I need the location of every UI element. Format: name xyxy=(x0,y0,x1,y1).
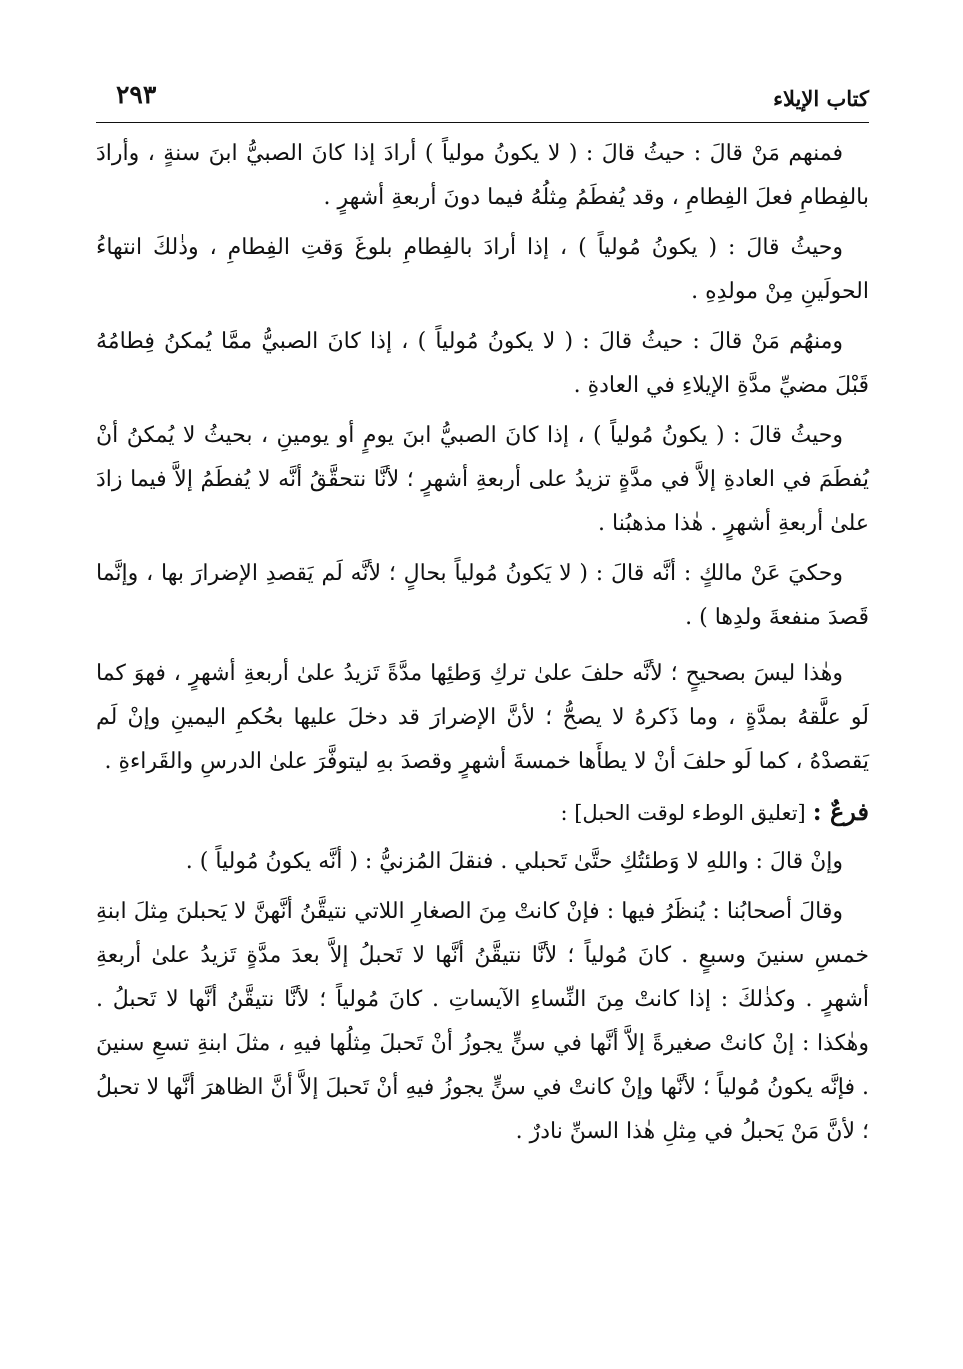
section-title: [تعليق الوطء لوقت الحبل] : xyxy=(560,801,806,825)
page-number: ٢٩٣ xyxy=(116,80,157,109)
section-heading xyxy=(96,790,869,836)
paragraph: وحكيَ عَنْ مالكٍ : أنَّه قالَ : ( لا يَكونُ مُولياً بحالٍ ؛ لأنَّه لَم يَقصدِ الإضرارَ بها ، وإنَّما قَصدَ منفعةَ ولدِها ) . xyxy=(96,561,869,630)
paragraph: وحيثُ قالَ : ( يكونُ مُولياً ) ، إذا أرادَ بالفِطامِ بلوغَ وَقتِ الفِطامِ ، وذٰلكَ انتهاءُ الحولَينِ مِنْ مولدِهِ . xyxy=(96,235,869,304)
page-body xyxy=(96,132,869,1160)
header-rule xyxy=(96,122,869,123)
running-head: كتاب الإيلاء xyxy=(773,86,869,111)
paragraph: ومنهُم مَنْ قالَ : حيثُ قالَ : ( لا يكونُ مُولياً ) ، إذا كانَ الصبيُّ ممَّا يُمكنُ فِطامُهُ قَبْلَ مضيِّ مدَّةِ الإيلاءِ في العادةِ . xyxy=(96,329,869,398)
paragraph: فمنهم مَنْ قالَ : حيثُ قالَ : ( لا يكونُ مولياً ) أرادَ إذا كانَ الصبيُّ ابنَ سنةٍ ، وأرادَ بالفِطامِ فعلَ الفِطامِ ، وقد يُفطَمُ مِثلُهُ فيما دونَ أربعةِ أشهرٍ . xyxy=(96,141,869,210)
paragraph: وقالَ أصحابُنا : يُنظَرُ فيها : فإنْ كانتْ مِنَ الصغارِ اللاتي نتيقَّنُ أنَّهنَّ لا يَحبلنَ مِثلَ ابنةِ خمسِ سنينَ وسبعٍ . كانَ مُولياً ؛ لأنَّا نتيقَّنُ أنَّها لا تَحبلُ إلاَّ بعدَ مدَّةٍ تَزيدُ علىٰ أربعةِ أشهرٍ . وكذٰلكَ : إذا كانتْ مِنَ النِّساءِ الآيساتِ . كانَ مُولياً ؛ لأنَّا نتيقَّنُ أنَّها لا تَحبلُ . وهٰكذا : إنْ كانتْ صغيرةً إلاَّ أنَّها في سنٍّ يجوزُ أنْ تَحبلَ مِثلُها فيهِ ، مثلَ ابنةِ تسعِ سنينَ . فإنَّه يكونُ مُولياً ؛ لأنَّها وإنْ كانتْ في سنٍّ يجوزُ فيهِ أنْ تَحبلَ إلاَّ أنَّ الظاهرَ أنَّها لا تحبلُ ؛ لأنَّ مَنْ يَحبلُ في مِثلِ هٰذا السنِّ نادرٌ . xyxy=(96,899,869,1144)
section-label: فرعٌ : xyxy=(812,797,869,826)
paragraph: وحيثُ قالَ : ( يكونُ مُولياً ) ، إذا كانَ الصبيُّ ابنَ يومٍ أو يومينِ ، بحيثُ لا يُمكنُ أنْ يُفطَمَ في العادةِ إلاَّ في مدَّةٍ تزيدُ على أربعةِ أشهرٍ ؛ لأنَّا نتحقَّقُ أنَّه لا يُفطَمُ إلاَّ فيما زادَ علىٰ أربعةِ أشهرٍ . هٰذا مذهبُنا . xyxy=(96,423,869,536)
page-header xyxy=(96,78,869,118)
paragraph: وإنْ قالَ : واللهِ لا وَطئتُكِ حتَّىٰ تَحبلي . فنقلَ المُزنيُّ : ( أنَّه يكونُ مُولياً ) . xyxy=(185,849,843,874)
paragraph: وهٰذا ليسَ بصحيحٍ ؛ لأنَّه حلفَ علىٰ تركِ وَطئِها مدَّةً تَزيدُ علىٰ أربعةِ أشهرٍ ، فهوَ كما لَو علَّقهُ بمدَّةٍ ، وما ذَكرهُ لا يصحُّ ؛ لأنَّ الإضرارَ قد دخلَ عليها بحُكمِ اليمينِ وإنْ لَم يَقصدْهُ ، كما لَو حلفَ أنْ لا يطأَها خمسةَ أشهرٍ وقصدَ بهِ ليتوفَّرَ علىٰ الدرسِ والقَراءةِ . xyxy=(96,661,869,774)
